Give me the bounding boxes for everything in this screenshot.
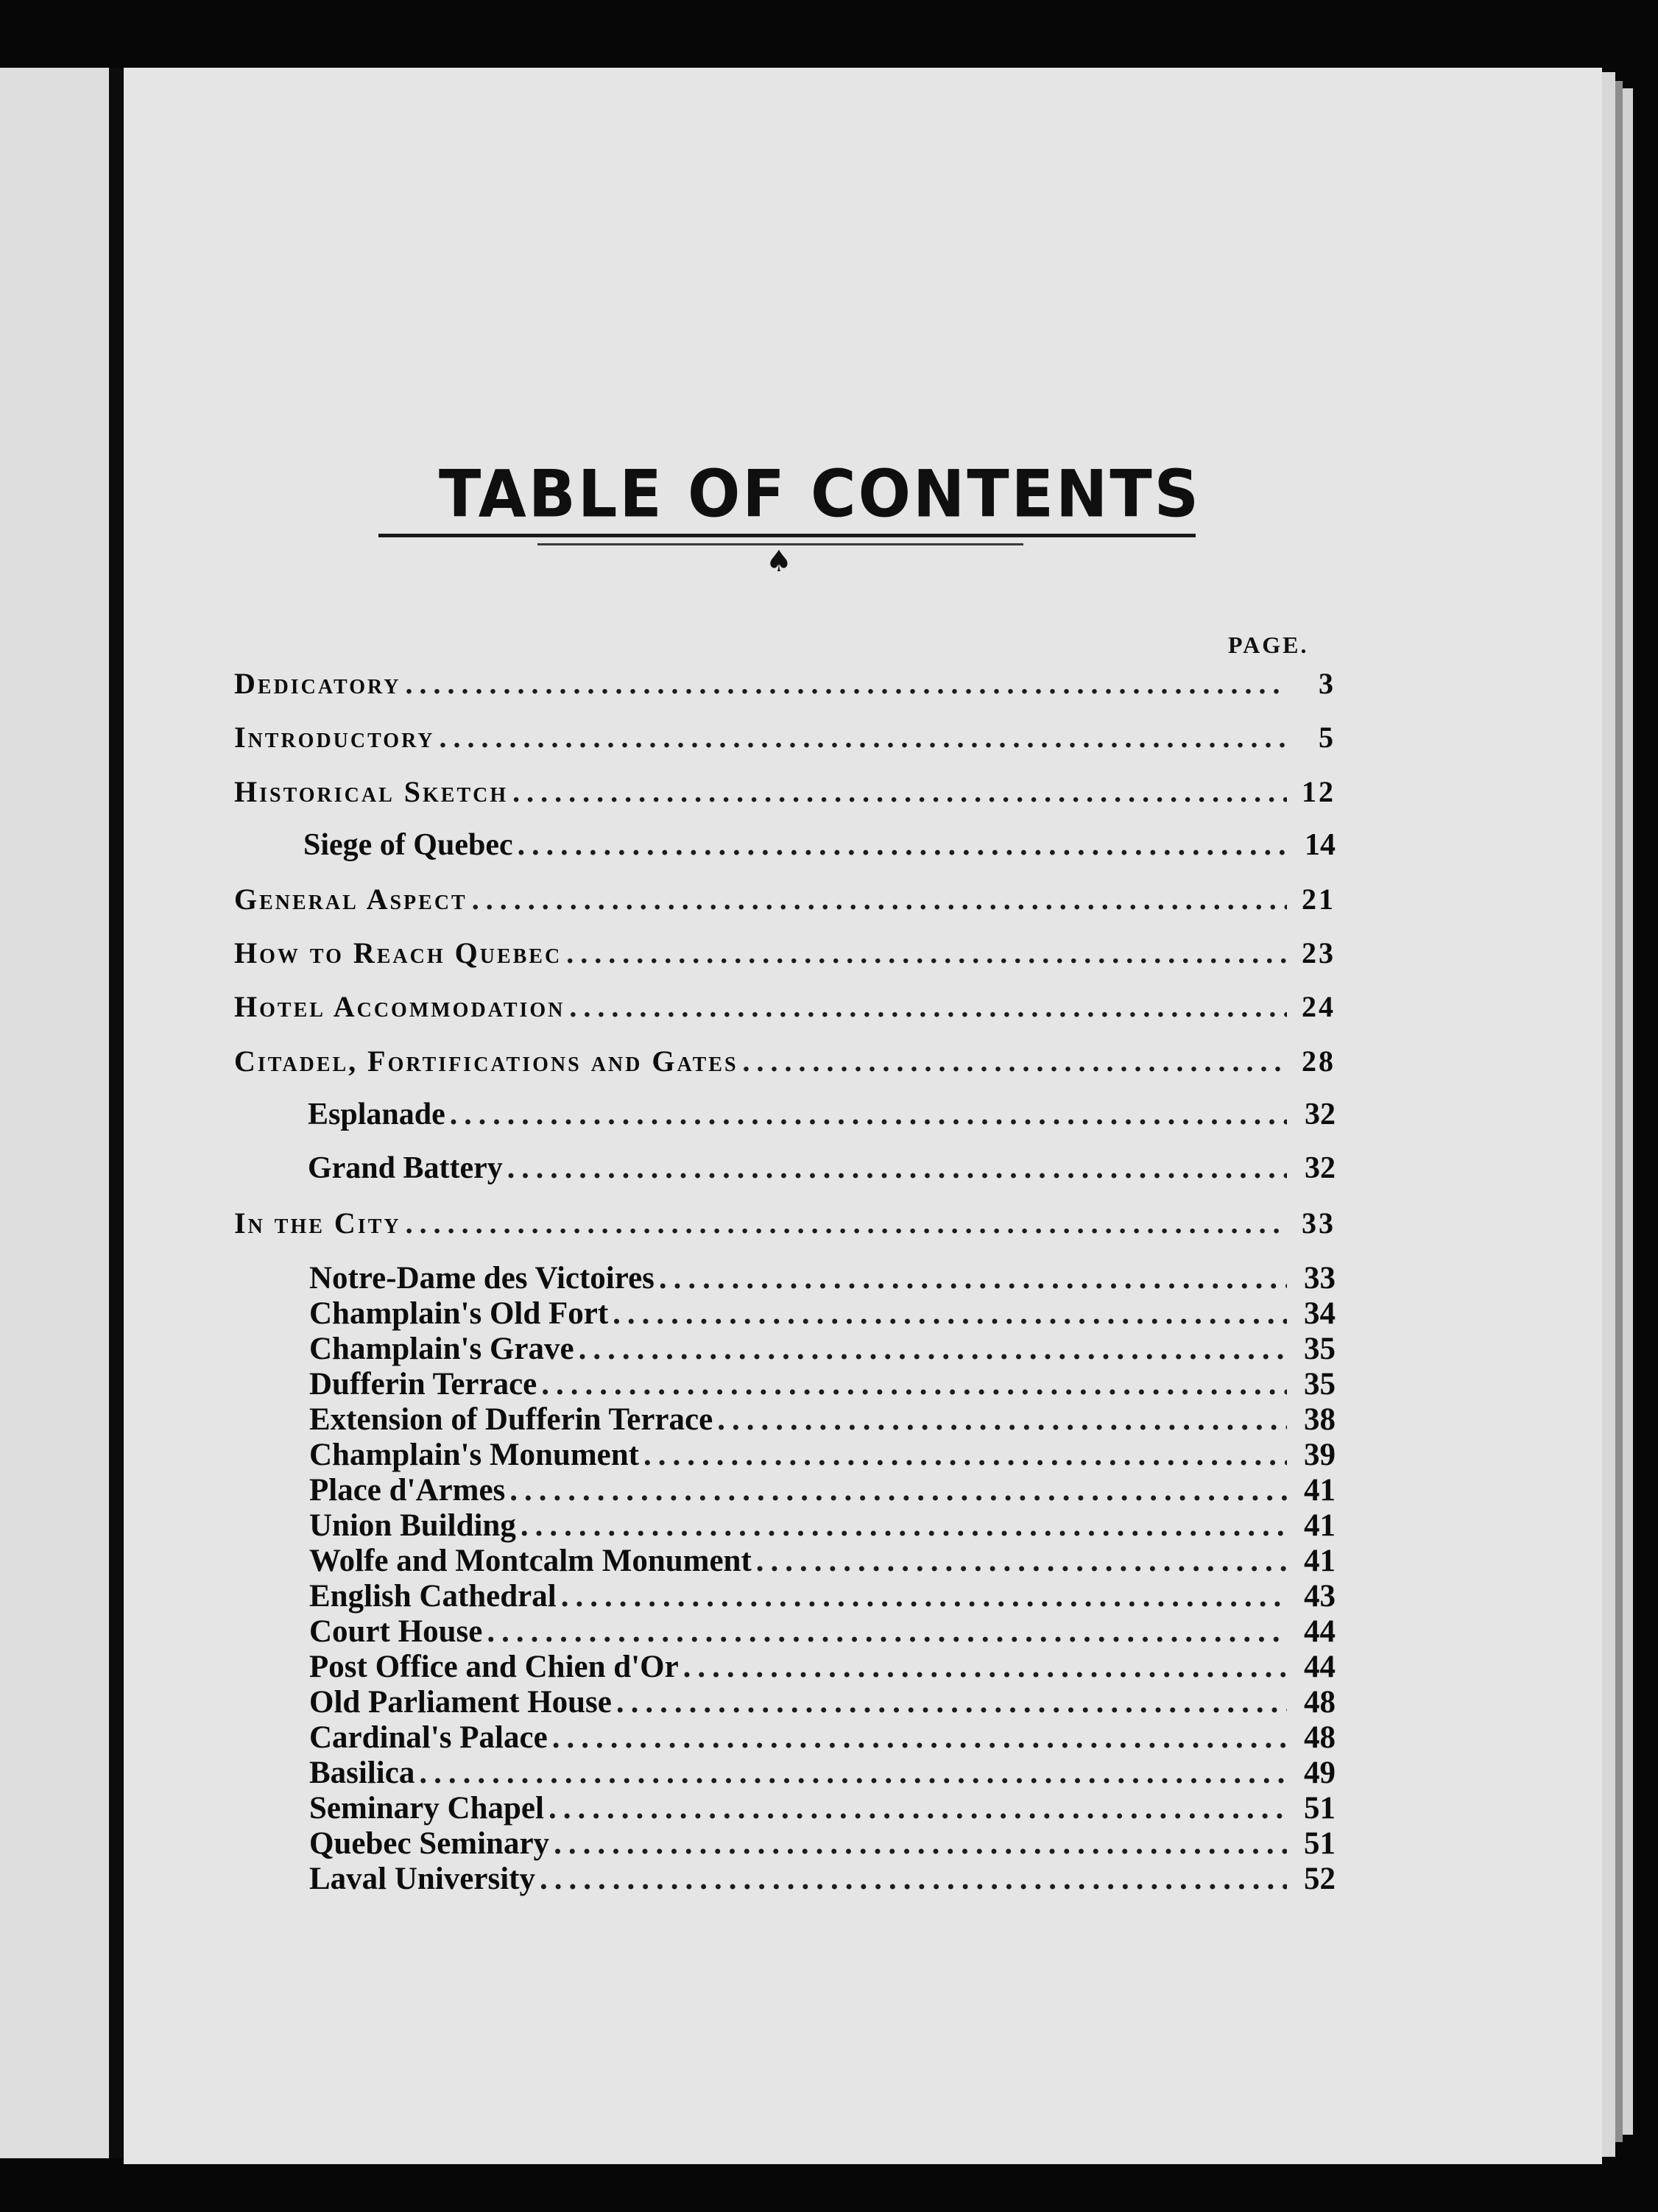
- toc-subentry[interactable]: [309, 1684, 1336, 1720]
- toc-subentry[interactable]: [309, 1826, 1336, 1862]
- toc-entry-page: 33: [1302, 1206, 1336, 1240]
- toc-entry-label: Introductory: [234, 721, 435, 754]
- toc-subentry[interactable]: [309, 1472, 1336, 1508]
- toc-entry[interactable]: [234, 989, 1336, 1024]
- leader-dots: [616, 1684, 1287, 1720]
- toc-entry[interactable]: [234, 666, 1336, 701]
- binding-shadow: [109, 68, 124, 2158]
- page-stack-edge: [1615, 81, 1623, 2142]
- leader-dots: [405, 666, 1287, 701]
- toc-entry-label: Old Parliament House: [309, 1685, 612, 1720]
- leader-dots: [540, 1861, 1287, 1897]
- toc-subentry[interactable]: [309, 1578, 1336, 1614]
- leader-dots: [579, 1331, 1287, 1367]
- toc-entry-page: 41: [1304, 1473, 1336, 1508]
- toc-subentry[interactable]: [309, 1508, 1336, 1544]
- leader-dots: [518, 827, 1287, 863]
- toc-entry-page: 51: [1304, 1791, 1336, 1826]
- toc-subentry[interactable]: [303, 827, 1336, 863]
- toc-entry-page: 35: [1304, 1367, 1336, 1402]
- toc-entry-page: 34: [1304, 1296, 1336, 1331]
- leader-dots: [450, 1097, 1287, 1132]
- toc-subentry[interactable]: [309, 1720, 1336, 1756]
- toc-entry-page: 41: [1304, 1508, 1336, 1543]
- leader-dots: [566, 936, 1287, 970]
- toc-entry-label: How to Reach Quebec: [234, 936, 562, 969]
- toc-entry-page: 52: [1304, 1862, 1336, 1896]
- toc-entry-page: 38: [1304, 1402, 1336, 1437]
- toc-subentry[interactable]: [309, 1296, 1336, 1332]
- toc-entry-label: Place d'Armes: [309, 1473, 506, 1508]
- toc-entry-label: Dedicatory: [234, 667, 401, 700]
- leader-dots: [643, 1437, 1287, 1473]
- leader-dots: [561, 1578, 1287, 1614]
- toc-entry[interactable]: [234, 1206, 1336, 1240]
- leader-dots: [743, 1044, 1287, 1078]
- toc-entry-page: 24: [1302, 990, 1336, 1023]
- toc-entry-page: 32: [1305, 1098, 1336, 1131]
- leader-dots: [659, 1260, 1287, 1296]
- leader-dots: [554, 1826, 1287, 1862]
- page-stack-edge: [1623, 88, 1633, 2135]
- toc-entry-label: Hotel Accommodation: [234, 990, 565, 1023]
- toc-entry-page: 5: [1319, 721, 1336, 754]
- toc-subentry[interactable]: [308, 1151, 1336, 1186]
- leader-dots: [512, 774, 1287, 809]
- toc-subentry[interactable]: [309, 1861, 1336, 1897]
- toc-entry-label: Union Building: [309, 1508, 516, 1543]
- toc-entry-label: Laval University: [309, 1862, 535, 1896]
- toc-subentry[interactable]: [309, 1331, 1336, 1367]
- page-column-label: PAGE.: [1228, 632, 1309, 658]
- leader-dots: [683, 1649, 1287, 1685]
- toc-entry-label: Historical Sketch: [234, 775, 509, 808]
- leader-dots: [521, 1508, 1287, 1544]
- leader-dots: [548, 1790, 1287, 1826]
- page-title: TABLE OF CONTENTS: [439, 456, 1202, 532]
- toc-entry-page: 44: [1304, 1614, 1336, 1649]
- toc-entry-label: General Aspect: [234, 883, 468, 916]
- toc-entry-label: Dufferin Terrace: [309, 1367, 537, 1402]
- toc-entry-page: 48: [1304, 1720, 1336, 1755]
- toc-subentry[interactable]: [309, 1437, 1336, 1473]
- toc-entry-page: 32: [1305, 1151, 1336, 1185]
- toc-entry-page: 3: [1319, 667, 1336, 700]
- toc-entry-label: Grand Battery: [308, 1151, 503, 1185]
- leader-dots: [569, 989, 1287, 1024]
- toc-entry-page: 28: [1302, 1045, 1336, 1078]
- leader-dots: [406, 1206, 1287, 1240]
- leader-dots: [440, 720, 1287, 755]
- toc-entry-label: Post Office and Chien d'Or: [309, 1650, 679, 1684]
- leader-dots: [472, 882, 1287, 916]
- toc-subentry[interactable]: [309, 1260, 1336, 1296]
- toc-subentry[interactable]: [309, 1790, 1336, 1826]
- toc-entry-page: 39: [1304, 1438, 1336, 1472]
- toc-entry-page: 12: [1302, 775, 1336, 808]
- title-rule: [378, 534, 1196, 537]
- toc-entry-label: Court House: [309, 1614, 483, 1649]
- toc-entry-label: Champlain's Monument: [309, 1438, 639, 1472]
- toc-entry-page: 41: [1304, 1544, 1336, 1578]
- toc-entry-page: 44: [1304, 1650, 1336, 1684]
- toc-entry-page: 23: [1302, 936, 1336, 969]
- leader-dots: [541, 1366, 1287, 1402]
- toc-entry-page: 35: [1304, 1332, 1336, 1366]
- toc-entry[interactable]: [234, 1044, 1336, 1078]
- toc-subentry[interactable]: [309, 1649, 1336, 1685]
- toc-entry-label: Quebec Seminary: [309, 1826, 550, 1861]
- toc-subentry[interactable]: [309, 1366, 1336, 1402]
- toc-subentry[interactable]: [309, 1402, 1336, 1438]
- leader-dots: [487, 1614, 1287, 1650]
- previous-page-edge: [0, 68, 109, 2158]
- toc-subentry[interactable]: [308, 1097, 1336, 1132]
- toc-entry-page: 49: [1304, 1756, 1336, 1790]
- leader-dots: [552, 1720, 1287, 1756]
- toc-entry-label: Champlain's Old Fort: [309, 1296, 609, 1331]
- leader-dots: [717, 1402, 1287, 1438]
- toc-entry-label: Basilica: [309, 1756, 415, 1790]
- toc-entry-page: 14: [1305, 828, 1336, 862]
- toc-entry-page: 48: [1304, 1685, 1336, 1720]
- toc-entry-page: 51: [1304, 1826, 1336, 1861]
- toc-subentry[interactable]: [309, 1543, 1336, 1579]
- toc-entry-page: 33: [1304, 1261, 1336, 1296]
- toc-entry-label: Notre-Dame des Victoires: [309, 1261, 655, 1296]
- leader-dots: [419, 1755, 1287, 1791]
- leader-dots: [613, 1296, 1287, 1332]
- toc-entry[interactable]: [234, 882, 1336, 916]
- toc-entry-label: Citadel, Fortifications and Gates: [234, 1045, 738, 1078]
- fleuron-ornament-icon: ♠: [766, 545, 792, 579]
- toc-entry-label: Wolfe and Montcalm Monument: [309, 1544, 752, 1578]
- toc-entry-label: Extension of Dufferin Terrace: [309, 1402, 713, 1437]
- toc-entry-label: In the City: [234, 1206, 401, 1240]
- leader-dots: [756, 1543, 1287, 1579]
- toc-entry[interactable]: [234, 936, 1336, 970]
- toc-entry-label: Cardinal's Palace: [309, 1720, 548, 1755]
- toc-entry-page: 21: [1302, 883, 1336, 916]
- toc-subentry[interactable]: [309, 1755, 1336, 1791]
- toc-entry-label: Esplanade: [308, 1098, 445, 1131]
- leader-dots: [507, 1151, 1287, 1186]
- toc-entry-label: Siege of Quebec: [303, 828, 513, 862]
- toc-entry-label: Champlain's Grave: [309, 1332, 574, 1366]
- toc-entry[interactable]: [234, 774, 1336, 809]
- leader-dots: [509, 1472, 1287, 1508]
- toc-subentry[interactable]: [309, 1614, 1336, 1650]
- toc-entry-label: English Cathedral: [309, 1579, 557, 1614]
- toc-entry[interactable]: [234, 720, 1336, 755]
- toc-entry-label: Seminary Chapel: [309, 1791, 544, 1826]
- toc-entry-page: 43: [1304, 1579, 1336, 1614]
